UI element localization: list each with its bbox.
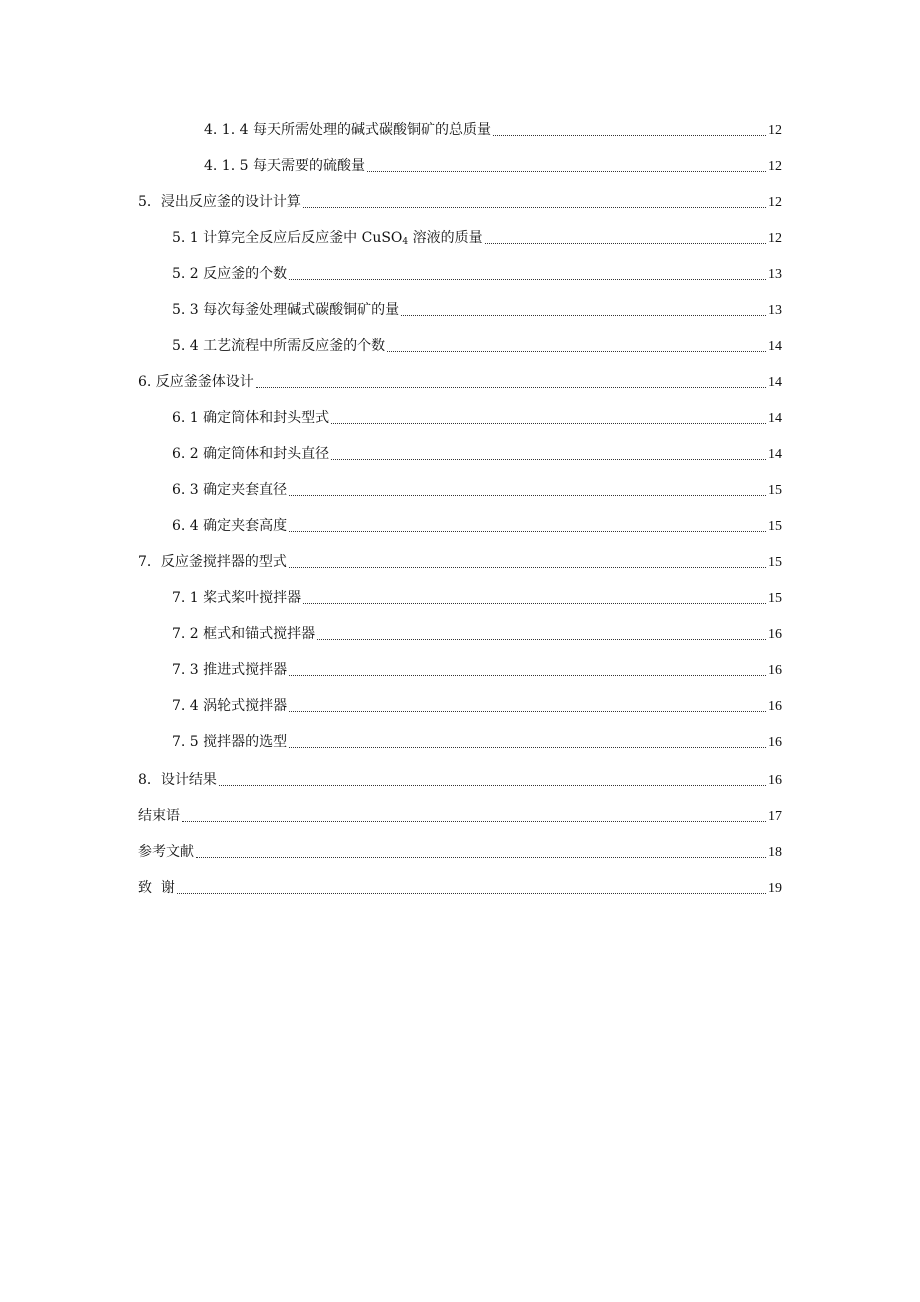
toc-page-number: 17: [768, 809, 782, 824]
toc-entry-title: 结束语: [138, 808, 180, 824]
toc-entry-title: 7. 3 推进式搅拌器: [172, 662, 288, 678]
toc-dot-leader: [177, 893, 766, 894]
toc-dot-leader: [182, 821, 766, 822]
toc-entry-title: 6. 2 确定筒体和封头直径: [172, 446, 330, 462]
toc-entry-5: [138, 191, 782, 213]
toc-dot-leader: [401, 315, 766, 316]
toc-entry-title-part: 溶液的质量: [408, 230, 483, 246]
toc-page-number: 16: [768, 699, 782, 714]
toc-entry-title: 5．浸出反应釜的设计计算: [138, 194, 301, 210]
toc-entry-7-3: [172, 659, 782, 681]
toc-dot-leader: [289, 675, 766, 676]
toc-entry-title: 6. 反应釜釜体设计: [138, 374, 254, 390]
toc-entry-title: 4. 1. 5 每天需要的硫酸量: [204, 158, 365, 174]
toc-dot-leader: [289, 495, 766, 496]
toc-page-number: 16: [768, 735, 782, 750]
toc-dot-leader: [331, 459, 766, 460]
toc-entry-7-5: [172, 731, 782, 753]
toc-page-number: 14: [768, 447, 782, 462]
toc-entry-7-1: [172, 587, 782, 609]
toc-page-number: 16: [768, 773, 782, 788]
toc-entry-title: 4. 1. 4 每天所需处理的碱式碳酸铜矿的总质量: [204, 122, 491, 138]
toc-dot-leader: [331, 423, 766, 424]
toc-entry-title: 7. 1 桨式桨叶搅拌器: [172, 590, 302, 606]
toc-entry-title: 5. 3 每次每釜处理碱式碳酸铜矿的量: [172, 302, 400, 318]
toc-entry-acknowledgements: [138, 877, 782, 899]
toc-entry-title: 7．反应釜搅拌器的型式: [138, 554, 287, 570]
toc-dot-leader: [196, 857, 766, 858]
toc-page-number: 12: [768, 195, 782, 210]
toc-entry-4-1-4: [204, 119, 782, 141]
toc-dot-leader: [289, 711, 766, 712]
toc-page-number: 12: [768, 123, 782, 138]
toc-page-number: 15: [768, 555, 782, 570]
toc-dot-leader: [289, 567, 766, 568]
toc-entry-title: 5. 4 工艺流程中所需反应釜的个数: [172, 338, 386, 354]
toc-dot-leader: [256, 387, 766, 388]
toc-entry-conclusion: [138, 805, 782, 827]
toc-entry-8: [138, 769, 782, 791]
toc-entry-5-2: [172, 263, 782, 285]
toc-entry-4-1-5: [204, 155, 782, 177]
toc-entry-7-2: [172, 623, 782, 645]
toc-entry-5-1: [172, 227, 782, 249]
toc-entry-6: [138, 371, 782, 393]
toc-page-number: 12: [768, 231, 782, 246]
toc-entry-title-subscript: 4: [402, 237, 409, 247]
toc-entry-title: 7. 2 框式和锚式搅拌器: [172, 626, 316, 642]
toc-page-number: 15: [768, 519, 782, 534]
toc-entry-title: 参考文献: [138, 844, 194, 860]
toc-entry-title: [172, 227, 483, 253]
toc-entry-title: 8．设计结果: [138, 772, 217, 788]
toc-dot-leader: [219, 785, 766, 786]
toc-dot-leader: [485, 243, 766, 244]
toc-page-number: 14: [768, 375, 782, 390]
toc-entry-title: 6. 1 确定筒体和封头型式: [172, 410, 330, 426]
toc-entry-title-part: 5. 1 计算完全反应后反应釜中 CuSO: [172, 230, 403, 246]
toc-entry-title: 6. 4 确定夹套高度: [172, 518, 288, 534]
toc-dot-leader: [317, 639, 766, 640]
toc-entry-5-3: [172, 299, 782, 321]
toc-entry-title: 7. 5 搅拌器的选型: [172, 734, 288, 750]
toc-dot-leader: [289, 531, 766, 532]
toc-page-number: 13: [768, 303, 782, 318]
toc-page-number: 16: [768, 627, 782, 642]
toc-entry-6-2: [172, 443, 782, 465]
toc-entry-6-3: [172, 479, 782, 501]
toc-page-number: 13: [768, 267, 782, 282]
toc-dot-leader: [493, 135, 766, 136]
toc-entry-title: 5. 2 反应釜的个数: [172, 266, 288, 282]
toc-entry-title: 7. 4 涡轮式搅拌器: [172, 698, 288, 714]
toc-page-number: 18: [768, 845, 782, 860]
toc-dot-leader: [303, 603, 766, 604]
toc-page-number: 16: [768, 663, 782, 678]
toc-entry-references: [138, 841, 782, 863]
toc-entry-6-1: [172, 407, 782, 429]
toc-page-number: 15: [768, 483, 782, 498]
toc-dot-leader: [367, 171, 766, 172]
toc-entry-5-4: [172, 335, 782, 357]
toc-entry-6-4: [172, 515, 782, 537]
toc-page-number: 12: [768, 159, 782, 174]
toc-dot-leader: [387, 351, 766, 352]
toc-dot-leader: [303, 207, 766, 208]
toc-dot-leader: [289, 279, 766, 280]
toc-page-number: 14: [768, 339, 782, 354]
toc-entry-title: 6. 3 确定夹套直径: [172, 482, 288, 498]
toc-page-number: 19: [768, 881, 782, 896]
toc-entry-title: 致 谢: [138, 880, 175, 896]
toc-page-number: 15: [768, 591, 782, 606]
toc-entry-7: [138, 551, 782, 573]
toc-page-number: 14: [768, 411, 782, 426]
toc-entry-7-4: [172, 695, 782, 717]
toc-dot-leader: [289, 747, 766, 748]
